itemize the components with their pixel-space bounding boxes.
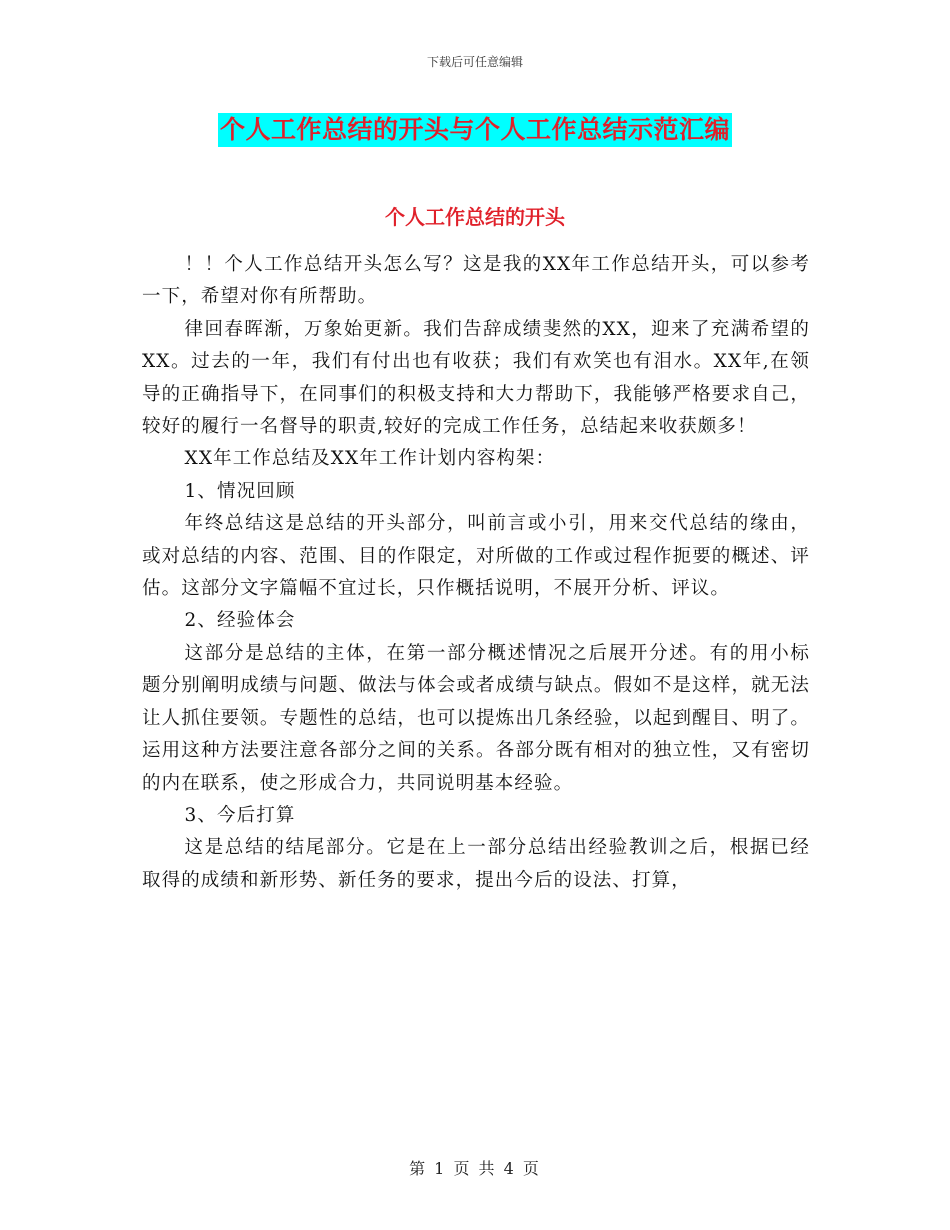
header-note: 下载后可任意编辑	[426, 55, 523, 69]
paragraph-opening: 律回春晖渐，万象始更新。我们告辞成绩斐然的XX，迎来了充满希望的XX。过去的一年，我们有付出也有收获；我们有欢笑也有泪水。XX年,在领导的正确指导下，在同事们的积极支持和大力帮助下，我能够严格要求自己，较好的履行一名督导的职责,较好的完成工作任务，总结起来收获颇多！	[142, 318, 810, 438]
document-title: 个人工作总结的开头与个人工作总结示范汇编	[218, 113, 732, 147]
paragraph-intro: ！！个人工作总结开头怎么写？这是我的XX年工作总结开头，可以参考一下，希望对你有所帮助。	[142, 254, 810, 308]
section-title: 个人工作总结的开头	[385, 205, 565, 229]
paragraph-review: 年终总结这是总结的开头部分，叫前言或小引，用来交代总结的缘由，或对总结的内容、范围、目的作限定，对所做的工作或过程作扼要的概述、评估。这部分文字篇幅不宜过长，只作概括说明，不展开分析、评议。	[142, 513, 810, 600]
heading-experience: 2、经验体会	[184, 610, 296, 632]
heading-plan: 3、今后打算	[184, 804, 296, 826]
heading-review: 1、情况回顾	[184, 480, 296, 502]
page-number: 第 1 页 共 4 页	[409, 1159, 541, 1178]
document-title-wrapper	[0, 113, 950, 147]
paragraph-plan: 这是总结的结尾部分。它是在上一部分总结出经验教训之后，根据已经取得的成绩和新形势、新任务的要求，提出今后的设法、打算，	[142, 837, 810, 891]
paragraph-framework: XX年工作总结及XX年工作计划内容构架：	[184, 448, 556, 470]
paragraph-experience: 这部分是总结的主体，在第一部分概述情况之后展开分述。有的用小标题分别阐明成绩与问题、做法与体会或者成绩与缺点。假如不是这样，就无法让人抓住要领。专题性的总结，也可以提炼出几条经验，以起到醒目、明了。运用这种方法要注意各部分之间的关系。各部分既有相对的独立性，又有密切的内在联系，使之形成合力，共同说明基本经验。	[142, 642, 810, 794]
document-body	[142, 249, 810, 897]
